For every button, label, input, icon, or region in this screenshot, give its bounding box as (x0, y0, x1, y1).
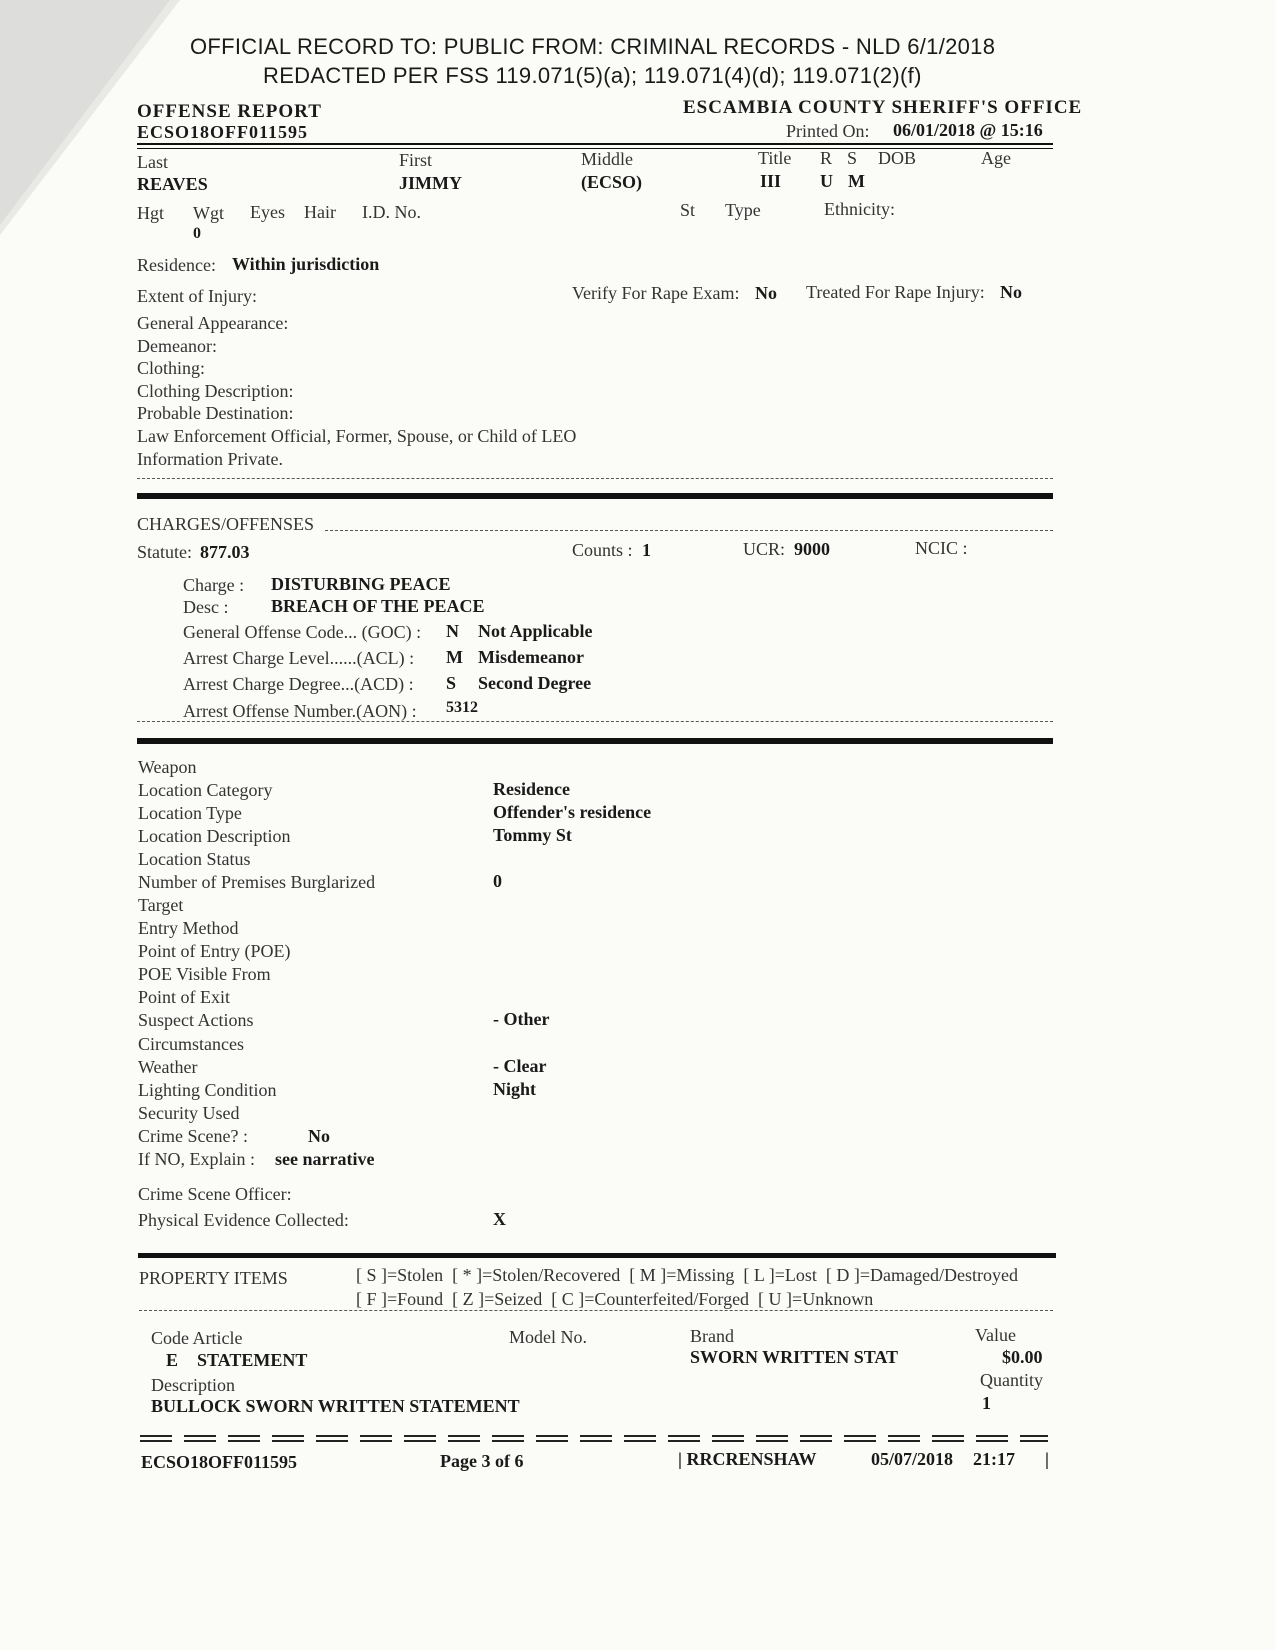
poe-visible-from-label: POE Visible From (138, 964, 271, 984)
demeanor-label: Demeanor: (137, 336, 217, 356)
property-article: STATEMENT (197, 1350, 308, 1370)
acl-text: Misdemeanor (478, 647, 584, 667)
last-label: Last (137, 152, 168, 172)
first-name: JIMMY (399, 173, 462, 193)
desc-value: BREACH OF THE PEACE (271, 596, 485, 616)
acd-text: Second Degree (478, 673, 592, 693)
sex-value: M (848, 171, 865, 191)
hair-label: Hair (304, 202, 336, 222)
last-name: REAVES (137, 174, 208, 194)
description-label: Description (151, 1375, 235, 1395)
explain-label: If NO, Explain : (138, 1149, 255, 1169)
location-category-value: Residence (493, 779, 570, 799)
physical-evidence-value: X (493, 1209, 506, 1229)
property-title: PROPERTY ITEMS (139, 1268, 288, 1288)
value-label: Value (975, 1325, 1016, 1345)
security-used-label: Security Used (138, 1103, 240, 1123)
residence-value: Within jurisdiction (232, 254, 380, 274)
first-label: First (399, 150, 433, 170)
charges-section-bar (137, 738, 1053, 744)
circumstances-label: Circumstances (138, 1034, 244, 1054)
leo-private-line-2: Information Private. (137, 449, 283, 469)
lighting-condition-value: Night (493, 1079, 537, 1099)
title-label: Title (758, 148, 792, 168)
footer-time: 21:17 (973, 1449, 1015, 1469)
ucr-value: 9000 (794, 539, 830, 559)
banner-line-1: OFFICIAL RECORD TO: PUBLIC FROM: CRIMINAL RECORDS - NLD 6/1/2018 (190, 34, 996, 59)
location-type-label: Location Type (138, 803, 242, 823)
property-value: $0.00 (1002, 1347, 1043, 1367)
acl-label: Arrest Charge Level......(ACL) : (183, 648, 415, 668)
leo-private-line-1: Law Enforcement Official, Former, Spouse, or Child of LEO (137, 426, 577, 446)
printed-on-value: 06/01/2018 @ 15:16 (893, 120, 1043, 140)
race-label: R (820, 148, 833, 168)
property-title-dash (139, 1310, 1053, 1311)
brand-label: Brand (690, 1326, 734, 1346)
charge-label: Charge : (183, 575, 245, 595)
desc-label: Desc : (183, 597, 229, 617)
property-quantity: 1 (982, 1393, 991, 1413)
report-id: ECSO18OFF011595 (137, 122, 309, 142)
rape-exam-label: Verify For Rape Exam: (572, 283, 740, 303)
hgt-label: Hgt (137, 203, 164, 223)
explain-value: see narrative (275, 1149, 375, 1169)
charge-value: DISTURBING PEACE (271, 574, 451, 594)
property-legend-2: [ F ]=Found [ Z ]=Seized [ C ]=Counterfeited/Forged [ U ]=Unknown (356, 1289, 874, 1309)
charges-title-dash (325, 530, 1053, 531)
goc-code: N (446, 621, 459, 641)
counts-label: Counts : (572, 540, 633, 560)
entry-method-label: Entry Method (138, 918, 239, 938)
location-status-label: Location Status (138, 849, 251, 869)
dob-label: DOB (878, 148, 917, 168)
residence-label: Residence: (137, 255, 216, 275)
middle-label: Middle (581, 149, 633, 169)
aon-value: 5312 (446, 699, 478, 716)
physical-evidence-label: Physical Evidence Collected: (138, 1210, 349, 1230)
suspect-actions-value: - Other (493, 1009, 550, 1029)
premises-burglarized-value: 0 (493, 871, 502, 891)
id-no-label: I.D. No. (362, 202, 421, 222)
goc-label: General Offense Code... (GOC) : (183, 622, 422, 642)
lighting-condition-label: Lighting Condition (138, 1080, 277, 1100)
point-of-entry-label: Point of Entry (POE) (138, 941, 291, 961)
rape-injury-label: Treated For Rape Injury: (806, 282, 985, 302)
footer-end-bar: | (1045, 1449, 1049, 1469)
aon-label: Arrest Offense Number.(AON) : (183, 701, 417, 721)
banner-line-2: REDACTED PER FSS 119.071(5)(a); 119.071(4)(d); 119.071(2)(f) (263, 63, 922, 88)
location-category-label: Location Category (138, 780, 273, 800)
suspect-actions-label: Suspect Actions (138, 1010, 254, 1030)
statute-value: 877.03 (200, 542, 250, 562)
ucr-label: UCR: (743, 539, 786, 559)
statute-label: Statute: (137, 542, 192, 562)
property-description: BULLOCK SWORN WRITTEN STATEMENT (151, 1396, 520, 1416)
general-appearance-label: General Appearance: (137, 313, 289, 333)
weather-label: Weather (138, 1057, 198, 1077)
location-description-value: Tommy St (493, 825, 572, 845)
probable-destination-label: Probable Destination: (137, 403, 294, 423)
footer-rule (140, 1435, 1048, 1443)
acl-code: M (446, 647, 463, 667)
charges-title: CHARGES/OFFENSES (137, 514, 315, 534)
name-title: III (760, 171, 782, 191)
code-article-label: Code Article (151, 1328, 243, 1348)
printed-on-label: Printed On: (786, 121, 870, 141)
footer-page: Page 3 of 6 (440, 1451, 524, 1471)
eyes-label: Eyes (250, 202, 285, 222)
property-code: E (166, 1350, 179, 1370)
location-type-value: Offender's residence (493, 802, 652, 822)
footer-report-id: ECSO18OFF011595 (141, 1452, 298, 1472)
footer-date: 05/07/2018 (871, 1449, 954, 1469)
model-no-label: Model No. (509, 1327, 587, 1347)
wgt-label: Wgt (193, 203, 224, 223)
footer-user: | RRCRENSHAW (678, 1449, 817, 1469)
clothing-label: Clothing: (137, 358, 206, 378)
acd-code: S (446, 673, 457, 693)
crime-scene-label: Crime Scene? : (138, 1126, 248, 1146)
acd-label: Arrest Charge Degree...(ACD) : (183, 674, 414, 694)
middle-name: (ECSO) (581, 172, 643, 192)
ncic-label: NCIC : (915, 538, 968, 558)
rape-injury-value: No (1000, 282, 1022, 302)
goc-text: Not Applicable (478, 621, 593, 641)
location-description-label: Location Description (138, 826, 291, 846)
property-brand: SWORN WRITTEN STAT (690, 1347, 899, 1367)
report-title: OFFENSE REPORT (137, 101, 322, 122)
weather-value: - Clear (493, 1056, 547, 1076)
charges-end-dash (137, 721, 1053, 722)
header-rule (137, 143, 1053, 145)
age-label: Age (981, 148, 1011, 168)
premises-burglarized-label: Number of Premises Burglarized (138, 872, 376, 892)
person-section-dash (137, 478, 1053, 479)
rape-exam-value: No (755, 283, 777, 303)
race-value: U (820, 171, 833, 191)
state-label: St (680, 200, 696, 220)
agency-name: ESCAMBIA COUNTY SHERIFF'S OFFICE (683, 97, 1083, 118)
person-section-bar (137, 493, 1053, 499)
crime-scene-value: No (308, 1126, 330, 1146)
weapon-label: Weapon (138, 757, 197, 777)
type-label: Type (725, 200, 761, 220)
crime-scene-officer-label: Crime Scene Officer: (138, 1184, 292, 1204)
target-label: Target (138, 895, 184, 915)
point-of-exit-label: Point of Exit (138, 987, 231, 1007)
sex-label: S (847, 148, 858, 168)
weight-value: 0 (193, 225, 201, 242)
property-legend-1: [ S ]=Stolen [ * ]=Stolen/Recovered [ M ]=Missing [ L ]=Lost [ D ]=Damaged/Destroyed (356, 1265, 1018, 1285)
quantity-label: Quantity (980, 1370, 1043, 1390)
details-section-bar (138, 1253, 1056, 1258)
counts-value: 1 (642, 540, 651, 560)
extent-injury-label: Extent of Injury: (137, 286, 257, 306)
clothing-description-label: Clothing Description: (137, 381, 294, 401)
ethnicity-label: Ethnicity: (824, 199, 895, 219)
